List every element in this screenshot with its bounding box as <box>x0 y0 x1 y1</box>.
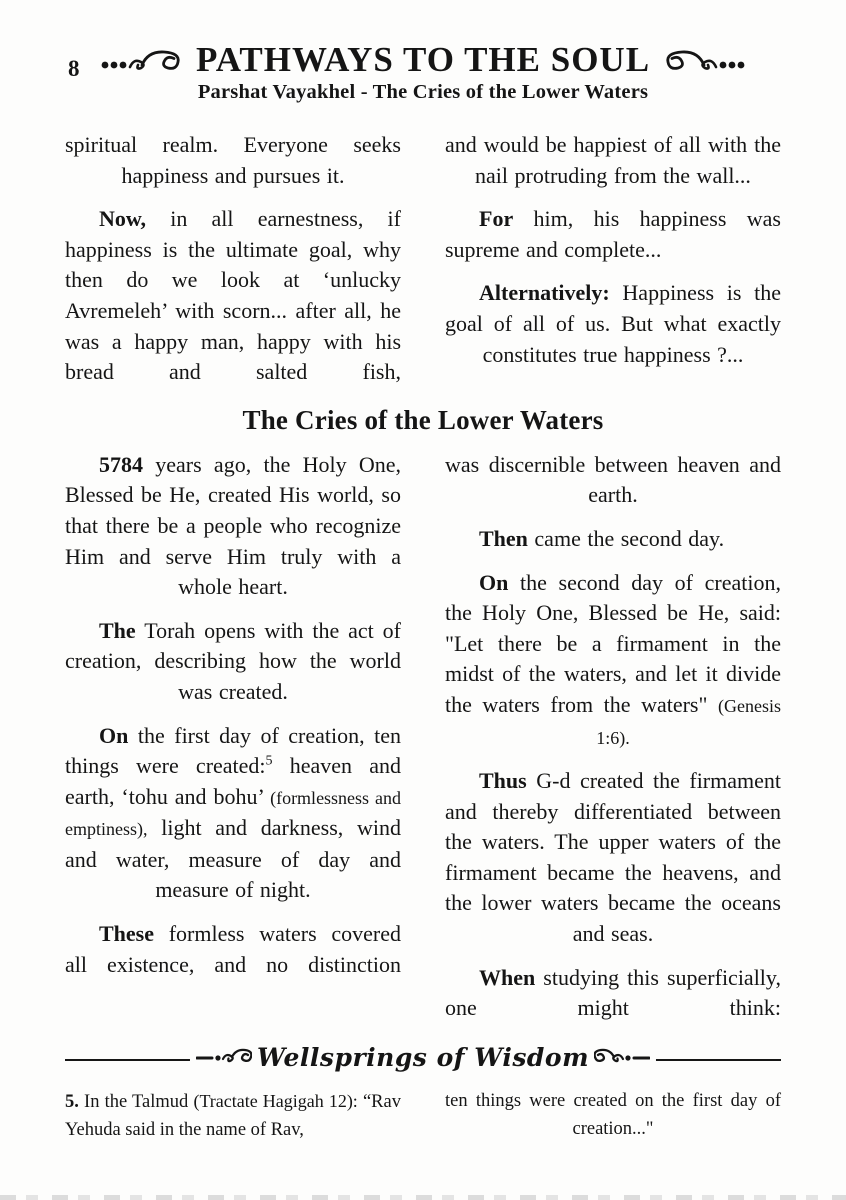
lead-word: On <box>479 569 509 595</box>
section-continuation <box>0 130 846 401</box>
paragraph: On the first day of creation, ten things were created:$^5$ heaven and earth, ‘tohu and bohu’ (formlessness and emptiness), light and darkness, wind and water, measure of day and measure of night. <box>65 722 402 903</box>
lead-word: The <box>99 617 136 643</box>
paragraph: For him, his happiness was supreme and complete... <box>445 206 781 262</box>
lead-word: Now, <box>99 206 147 232</box>
paragraph: Then came the second day. <box>479 525 725 551</box>
footnote-right-column <box>445 1087 781 1144</box>
verse-citation-small-text: (Genesis 1:6). <box>596 695 781 748</box>
page-number: 8 <box>68 56 80 81</box>
divider-flourish-left-icon <box>196 1045 252 1069</box>
paragraph: On the second day of creation, the Holy One, Blessed be He, said: "Let there be a firmament in the midst of the waters, and let it divide the waters from the waters" (Genesis 1:6). <box>445 569 781 748</box>
paragraph: was discernible between heaven and earth. <box>445 451 781 508</box>
footnote-continuation: ten things were created on the first day of creation..." <box>445 1090 781 1139</box>
page-title: PATHWAYS TO THE SOUL <box>195 40 651 79</box>
section-main <box>0 450 846 1037</box>
right-column-main <box>445 450 781 1037</box>
divider-title: Wellsprings of Wisdom <box>256 1042 590 1072</box>
footnote-reference: 5 <box>265 753 273 769</box>
title-row <box>0 42 846 77</box>
lead-word: These <box>99 921 154 947</box>
paragraph: 5784 years ago, the Holy One, Blessed be He, created His world, so that there be a people who recognize Him and serve Him truly with a whole heart. <box>65 451 401 600</box>
left-column-top <box>65 130 401 401</box>
section-heading-wrap <box>0 405 846 436</box>
page-header <box>0 0 846 104</box>
paragraph: spiritual realm. Everyone seeks happiness and pursues it. <box>65 132 401 188</box>
paragraph: and would be happiest of all with the nail protruding from the wall... <box>445 132 781 188</box>
paragraph: Now, in all earnestness, if happiness is the ultimate goal, why then do we look at ‘unlucky Avremeleh’ with scorn... after all, he was a happy man, happy with his bread and salted fish, <box>65 206 401 385</box>
scan-bottom-edge <box>0 1195 846 1200</box>
lead-word: For <box>479 206 514 232</box>
tractate-citation-small-text: (Tractate Hagigah 12): <box>193 1090 358 1111</box>
footnote: 5. In the Talmud (Tractate Hagigah 12): “Rav Yehuda said in the name of Rav, <box>65 1090 401 1140</box>
header-flourish-left-icon <box>100 44 188 76</box>
footnote-left-column <box>65 1087 401 1144</box>
lead-word: Thus <box>479 768 527 794</box>
lead-word: Alternatively: <box>479 280 610 306</box>
footer-divider <box>65 1043 781 1077</box>
lead-word: 5784 <box>99 451 143 477</box>
lead-word: When <box>479 964 536 990</box>
divider-label <box>190 1043 656 1072</box>
paragraph: Thus G-d created the firmament and thereby differentiated between the waters. The upper waters of the firmament became the heavens, and the lower waters became the oceans and seas. <box>445 768 781 947</box>
paragraph: When studying this superficially, one might think: <box>445 964 781 1021</box>
header-flourish-right-icon <box>658 44 746 76</box>
paragraph: Alternatively: Happiness is the goal of all of us. But what exactly constitutes true happiness ?... <box>445 280 781 367</box>
paragraph: These formless waters covered all existence, and no distinction <box>65 921 401 977</box>
lead-word: Then <box>479 525 528 551</box>
lead-word: On <box>99 722 129 748</box>
section-heading: The Cries of the Lower Waters <box>242 404 604 435</box>
footnotes <box>0 1085 846 1144</box>
footnote-number: 5. <box>65 1091 79 1112</box>
paragraph: The Torah opens with the act of creation, describing how the world was created. <box>65 617 401 704</box>
left-column-main <box>65 450 401 1037</box>
parenthetical-small-text: (formlessness and emptiness), <box>65 787 401 840</box>
divider-flourish-right-icon <box>594 1045 650 1069</box>
right-column-top <box>445 130 781 401</box>
page-subtitle: Parshat Vayakhel - The Cries of the Lower Waters <box>197 81 649 103</box>
